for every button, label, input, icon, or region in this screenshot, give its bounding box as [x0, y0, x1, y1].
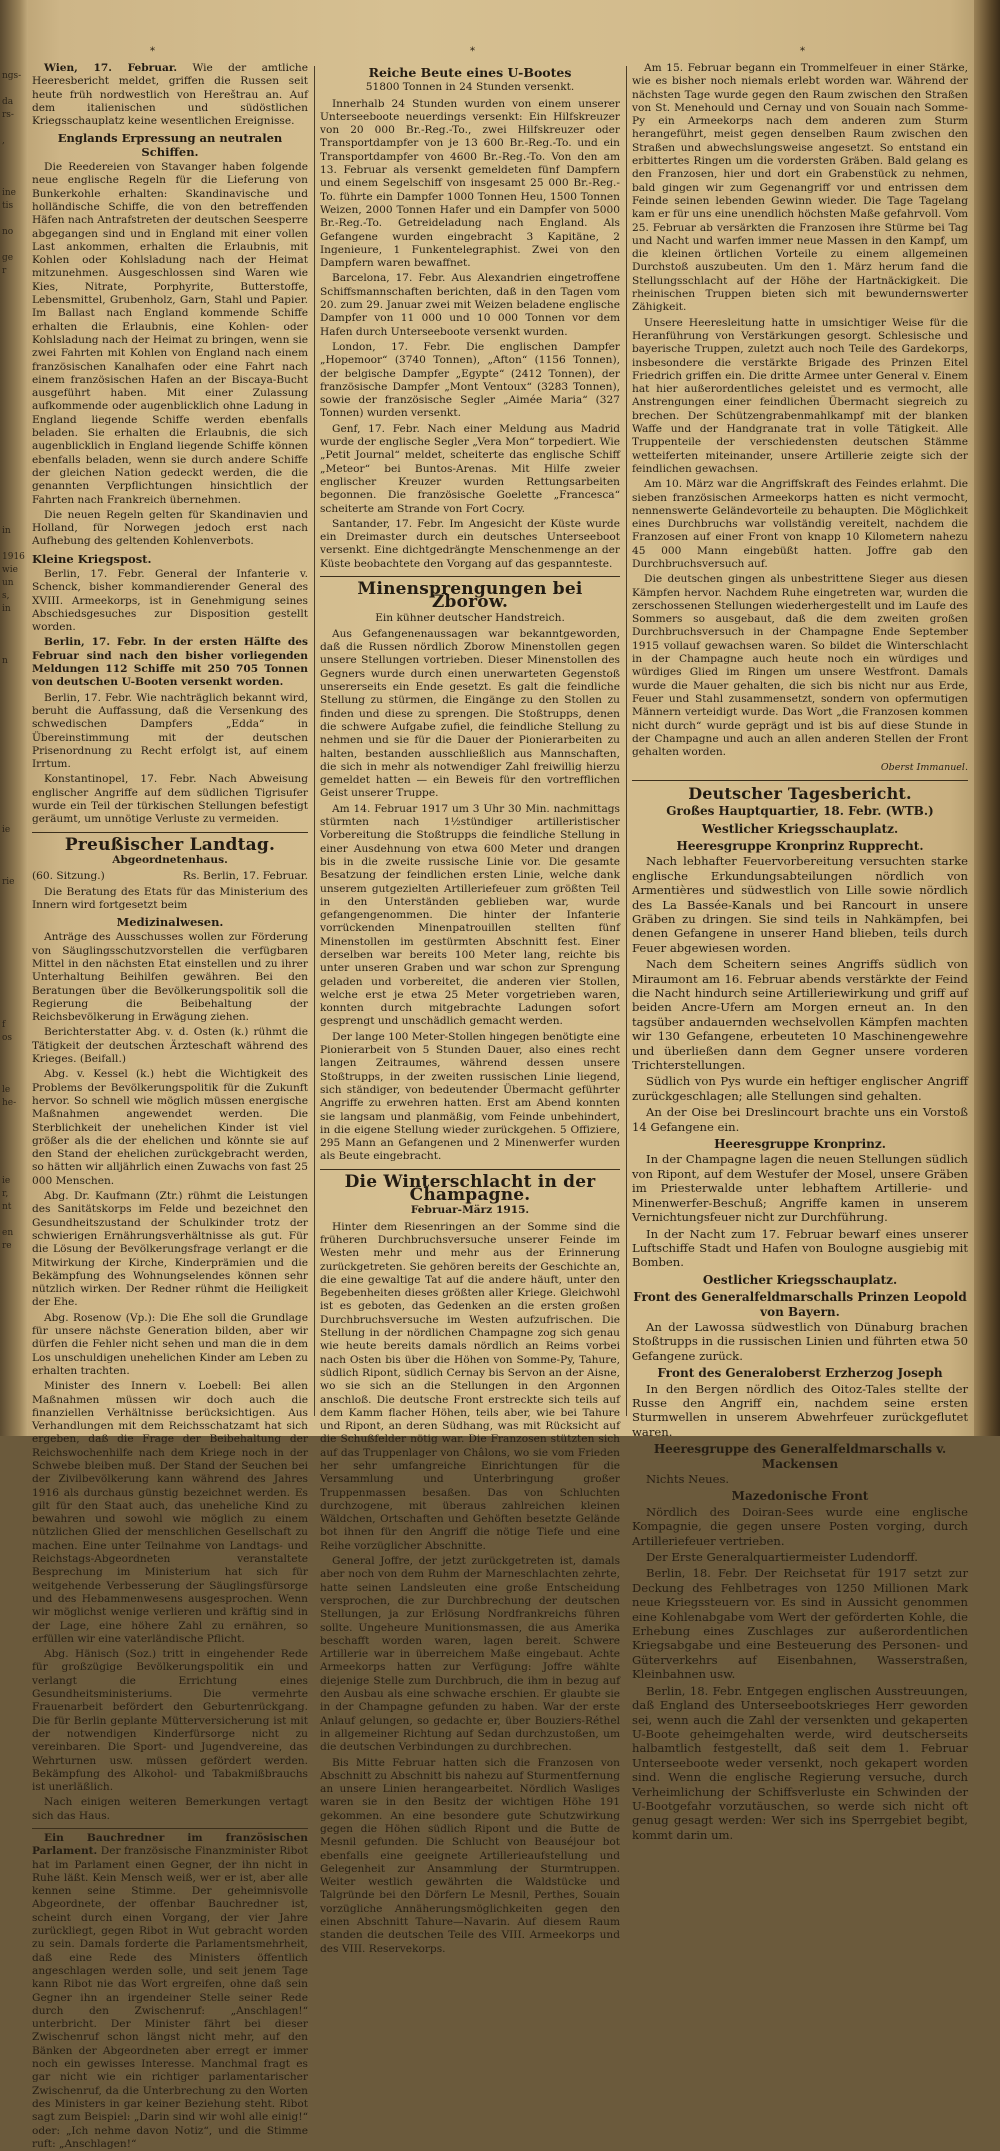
divider-4: [320, 1169, 620, 1170]
star-mark-mid: *: [470, 46, 475, 57]
landtag-para-8: Abg. Hänisch (Soz.) tritt in eingehender Rede für großzügige Bevölkerungspolitik ein und verlangt die Errichtung eines Gesundheitsministeriums. Die vermehrte Frauenarbeit befördert den Geburtenrückgang. Die für Berlin geplante Mütterversicherung ist mit der notwendigen Kinderfürsorge nicht zu vereinbaren. Die Sport- und Jugendvereine, das Wehrturnen usw. müssen gefördert werden. Bekämpfung des Alkohol- und Tabakmißbrauchs ist unerläßlich.: [32, 1648, 308, 1794]
bauchredner-text: Der französische Finanzminister Ribot hat im Parlament einen Gegner, der ihn nicht in Ruhe läßt. Kein Mensch weiß, wer er ist, aber alle kennen seine Stimme. Der geheimnisvolle Abgeordnete, der offenbar Bauchredner ist, scheint durch einen Vorgang, der vier Jahre zurückliegt, gegen Ribot in Wut gebracht worden zu sein. Damals forderte die Parlamentsmehrheit, daß eine Rede des Ministers öffentlich angeschlagen werden solle, und seit jenem Tage kann Ribot nie das Wort ergreifen, ohne daß sein Gegner ihn an irgendeiner Stelle seiner Rede durch den Zwischenruf: „Anschlagen!“ unterbricht. Der Minister fährt bei dieser Zwischenruf schon längst nicht mehr, auf den Bänken der Abgeordneten aber erregt er immer noch ein gewisses Interesse. Manchmal fragt es gar nicht wie ein richtiger parlamentarischer Zwischenruf, da die Unterbrechung zu den Worten des Ministers in gar keiner Beziehung steht. Ribot sagt zum Beispiel: „Darin sind wir wohl alle einig!“ oder: „Ich nehme davon Notiz“, und die Stimme ruft: „Anschlagen!“: [32, 1845, 308, 2150]
england-headline: Englands Erpressung an neutralen Schiffen.: [57, 131, 283, 159]
mazedonische-front: Mazedonische Front: [731, 1489, 869, 1504]
front-joseph: Front des Generaloberst Erzherzog Joseph: [657, 1366, 943, 1381]
landtag-para-4: Abg. v. Kessel (k.) hebt die Wichtigkeit des Problems der Bevölkerungspolitik für die Zukunft hervor. So schnell wie möglich müssen energische Maßnahmen angewendet werden. Die Sterblichkeit der unehelichen Kinder ist viel größer als die der ehelichen und könnte sie auf den Stand der ehelichen zurückgebracht werden, so hätten wir alljährlich einen Zuwachs von fast 25 000 Menschen.: [32, 1068, 308, 1187]
winter-para-1: Hinter dem Riesenringen an der Somme sind die früheren Durchbruchsversuche unserer Feinde im Westen mehr und mehr aus der Erinnerung zurückgetreten. Sie gehören bereits der Geschichte an, die eine gewaltige Tat auf die andere häuft, unter den Begebenheiten dieses größten aller Kriege. Gleichwohl ist es geboten, das Gedenken an die ersten großen Durchbruchsversuche im Westen aufzufrischen. Die Stellung in der nördlichen Champagne zog sich genau wie heute bereits damals nördlich an Reims vorbei nach Osten bis über die Höhen von Somme-Py, Tahure, südlich Ripont, südlich Cernay bis Servon an der Aisne, wo sie sich an die Stellungen in den Argonnen anschloß. Die deutsche Front erstreckte sich teils auf dem Kamm flacher Höhen, teils aber, wie bei Tahure und Ripont, an deren Südhang, was mit Rücksicht auf die Schußfelder nötig war. Die Franzosen stützten sich auf das Truppenlager von Châlons, wo sie vom Frieden her sehr umfangreiche Einrichtungen für die Versammlung und Unterbringung großer Truppenmassen besaßen. Das von Schluchten durchzogene, mit überaus zahlreichen kleinen Wäldchen, Ortschaften und Gehöften besetzte Gelände bot ihnen für den Angriff die nötige Tiefe und eine Reihe vorzüglicher Abschnitte.: [320, 1220, 620, 1552]
tagesbericht-para-2: Nach dem Scheitern seines Angriffs südlich von Miraumont am 16. Februar abends verstärkte der Feind die Nacht hindurch seine Artilleriewirkung und griff auf beiden Ancre-Ufern am Morgen erneut an. In den tagsüber andauernden wechselvollen Kämpfen machten wir 130 Gefangene, erbeuteten 10 Maschinengewehre und überließen dann dem Gegner unsere vorderen Trichterstellungen.: [632, 957, 968, 1073]
minen-para-3: Der lange 100 Meter-Stollen hingegen benötigte eine Pionierarbeit von 5 Stunden Dauer, also eines recht langen Zeitraumes, während dessen unsere Stoßtrupps, in der zweiten russischen Linie liegend, sich ständiger, von bedeutender Übermacht geführter Angriffe zu erwehren hatten. Erst am Abend konnten sie langsam und planmäßig, vom Feinde unbehindert, in die eigene Stellung wieder zurückgehen. 5 Offiziere, 295 Mann an Gefangenen und 2 Minenwerfer wurden als Beute eingebracht.: [320, 1030, 620, 1163]
kleine-item-1: Berlin, 17. Febr. General der Infanterie v. Schenck, bisher kommandierender General des XVIII. Armeekorps, ist in Genehmigung seines Abschiedsgesuches zur Disposition gestellt worden.: [32, 567, 308, 634]
winter-para-2: General Joffre, der jetzt zurückgetreten ist, damals aber noch von dem Ruhm der Marneschlachten zehrte, hatte seinen Landsleuten eine große Entscheidung versprochen, die zur Durchbrechung der deutschen Stellungen, ja zur Erlösung Nordfrankreichs führen sollte. Ungeheure Munitionsmassen, die aus Amerika beschafft worden waren, lagen bereit. Schwere Artillerie war in überreichem Maße eingebaut. Achte Armeekorps hatten zur Verfügung: Joffre wählte diejenige Stelle zum Durchbruch, die ihm in bezug auf den Ausbau als eine schwache erschien. Er glaubte sie in der Champagne gefunden zu haben. War der erste Anlauf gelungen, so gedachte er, über Bouziers-Réthel in allgemeiner Richtung auf Sedan durchzustoßen, um die deutschen Verbindungen zu durchbrechen.: [320, 1555, 620, 1754]
left-binding-edge: [0, 0, 28, 1436]
beute-para-1: Innerhalb 24 Stunden wurden von einem unserer Unterseeboote neuerdings versenkt: Ein Hilfskreuzer von 20 000 Br.-Reg.-To., zwei Hilfskreuzer oder Transportdampfer von je 13 600 Br.-Reg.-To. und ein Transportdampfer von 4600 Br.-Reg.-To. Von den am 13. Februar als versenkt gemeldeten fünf Dampfern und einem Segelschiff von insgesamt 25 000 Br.-Reg.-To. führte ein Dampfer 1000 Tonnen Heu, 1500 Tonnen Weizen, 2000 Tonnen Hafer und ein Dampfer von 5000 Br.-Reg.-To. Getreideladung nach England. Als Gefangene wurden eingebracht 3 Kapitäne, 2 Ingenieure, 1 Funkentelegraphist. Zwei von den Dampfern waren bewaffnet.: [320, 97, 620, 270]
bauchredner-paragraph: [32, 1832, 308, 2151]
winterschlacht-headline: Die Winterschlacht in der Champagne.: [344, 1171, 596, 1206]
column-left: [32, 62, 308, 2150]
heeresgruppe-rupprecht: Heeresgruppe Kronprinz Rupprecht.: [676, 838, 924, 853]
heeresgruppe-mackensen: Heeresgruppe des Generalfeldmarschalls v. Mackensen: [653, 1442, 947, 1471]
kleine-item-2: Berlin, 17. Febr. In der ersten Hälfte des Februar sind nach den bisher vorliegenden Meldungen 112 Schiffe mit 250 705 Tonnen von deutschen U-Booten versenkt worden.: [32, 636, 308, 689]
star-mark-left: *: [150, 46, 155, 57]
bauchredner-headline: Ein Bauchredner im französischen Parlament.: [32, 1832, 308, 1858]
divider-3: [320, 576, 620, 577]
tagesbericht-para-6: In der Nacht zum 17. Februar bewarf eines unserer Luftschiffe Stadt und Hafen von Boulogne ausgiebig mit Bomben.: [632, 1226, 968, 1270]
front-leopold: Front des Generalfeldmarschalls Prinzen Leopold von Bayern.: [633, 1290, 967, 1319]
landtag-para-6: Abg. Rosenow (Vp.): Die Ehe soll die Grundlage für unsere nächste Generation bilden, aber wir dürfen die Fehler nicht sehen und man die in dem Los unschuldigen unehelichen Kinder am Leben zu erhalten trachten.: [32, 1311, 308, 1377]
minen-headline: Minensprengungen bei Zborow.: [357, 578, 583, 613]
tagesbericht-para-5: In der Champagne lagen die neuen Stellungen südlich von Ripont, auf dem Westufer der Mosel, unsere Gräben im Priesterwalde unter lebhaftem Artillerie- und Minenwerfer-Beschuß; Angriffe kamen in unserem Vernichtungsfeuer nicht zur Durchführung.: [632, 1152, 968, 1225]
minen-para-1: Aus Gefangenenaussagen war bekanntgeworden, daß die Russen nördlich Zborow Minenstollen gegen unsere Stellungen vortrieben. Dieser Minenstollen des Gegners wurde durch einen unerwarteten Gegenstoß unsererseits ein Ende gesetzt. Es galt die feindliche Stellung zu stürmen, die Eingänge zu den Stollen zu finden und diese zu sprengen. Die Stoßtrupps, denen die schwere Aufgabe zufiel, die feindliche Stellung zu nehmen und sie für die Dauer der Pionierarbeiten zu halten, bestanden ausschließlich aus Mannschaften, die sich in mehr als notwendiger Zahl freiwillig hierzu gemeldet hatten — ein Beweis für den vortrefflichen Geist unserer Truppe.: [320, 627, 620, 800]
wien-text: Wie der amtliche Heeresbericht meldet, griffen die Russen seit heute früh nordwestlich von Hereštrau an. Auf dem italienischen und südöstlichen Kriegsschauplatz keine wesentlichen Ereignisse.: [32, 62, 308, 128]
landtag-para-9: Nach einigen weiteren Bemerkungen vertagt sich das Haus.: [32, 1796, 308, 1822]
tagesbericht-headline: Deutscher Tagesbericht.: [688, 783, 912, 803]
tagesbericht-para-9: Nichts Neues.: [646, 1472, 730, 1487]
england-text: Die Reedereien von Stavanger haben folgende neue englische Regeln für die Lieferung von Bunkerkohle erhalten: Skandinavische und holländische Schiffe, die von den betreffenden Häfen nach Antrafstreten der deutschen Seesperre abgegangen sind und in England mit einer vollen Last ankommen, erhalten die Erlaubnis, mit Kohlen oder Kohlsladung nach der Heimat mitzunehmen. Ausgeschlossen sind Waren wie Kies, Nitrate, Porphyrite, Butterstoffe, Lebensmittel, Grubenholz, Garn, Stahl und Papier. Im Ballast nach England kommende Schiffe erhalten die Erlaubnis, eine Kohlen- oder Kohlsladung nach der Heimat zu bringen, wenn sie zwei Fahrten mit Kohlen von England nach einem französischen Kanalhafen oder eine Fahrt nach einem französischen Hafen an der Biscaya-Bucht ausgeführt haben. Mit einer Zulassung aufkommende oder augenblicklich ohne Ladung in England liegende Schiffe werden ebenfalls beladen. Sie erhalten die Erlaubnis, die sich augenblicklich in England liegende Schiffe können ebenfalls beladen, wenn sie durch andere Schiffe der gleichen Nation gedeckt werden, die die genannten Verpflichtungen hinsichtlich der Fahrten nach Frankreich übernehmen.: [32, 161, 308, 506]
landtag-headline: Preußischer Landtag.: [64, 834, 276, 855]
beute-para-5: Santander, 17. Febr. Im Angesicht der Küste wurde ein Dreimaster durch ein deutsches Unterseeboot versenkt. Eine dichtgedrängte Menschenmenge an der Küste beobachtete den Vorgang auf das gespannteste.: [320, 517, 620, 570]
divider-5: [632, 780, 968, 781]
column-right: [632, 62, 968, 1842]
medizinalwesen-heading: Medizinalwesen.: [116, 915, 224, 930]
winter-para-7: Die deutschen gingen als unbestrittene Sieger aus diesen Kämpfen hervor. Nachdem Ruhe eingetreten war, wurden die zerschossenen Stellungen wiederhergestellt und im Laufe des Sommers so ausgebaut, daß die dem zweiten großen Durchbruchsversuch in der Champagne Ende September 1915 vollauf gewachsen waren. So bildet die Winterschlacht in der Champagne auch heute noch ein würdiges und würdiges Glied im Ringen um unsere Westfront. Damals wurde die Mauer gehalten, die sich bis nicht nur aus Erde, Feuer und Stahl zusammensetzt, sondern von opfermutigen Männern verteidigt wurde. Das Wort „die Franzosen kommen nicht durch“ wurde geprägt und ist bis auf diese Stunde in der Champagne und auch an allen anderen Stellen der Front gehalten worden.: [632, 573, 968, 759]
landtag-subheadline: Abgeordnetenhaus.: [112, 853, 228, 866]
column-middle: [320, 62, 620, 1955]
tagesbericht-hq-line: Großes Hauptquartier, 18. Febr. (WTB.): [666, 804, 934, 819]
landtag-para-2: Anträge des Ausschusses wollen zur Förderung von Säuglingsschutzvorstellen die verfügbaren Mittel in den nächsten Etat einstellen und zu ihrer Unterhaltung Beihilfen gewähren. Bei den Beratungen über die Bevölkerungspolitik soll die Regierung die Beibehaltung der Reichsbevölkerung in Erwägung ziehen.: [32, 931, 308, 1024]
wien-paragraph: [32, 62, 308, 128]
beute-para-3: London, 17. Febr. Die englischen Dampfer „Hopemoor“ (3740 Tonnen), „Afton“ (1156 Tonnen), der belgische Dampfer „Egypte“ (2412 Tonnen), der französische Dampfer „Mont Ventoux“ (3283 Tonnen), sowie der französische Segler „Aimée Maria“ (327 Tonnen) wurden versenkt.: [320, 340, 620, 420]
winter-para-6: Am 10. März war die Angriffskraft des Feindes erlahmt. Die sieben französischen Armeekorps hatten es nicht vermocht, nennenswerte Geländevorteile zu behaupten. Die Möglichkeit eines Durchbruchs war vollständig vereitelt, nachdem die Franzosen auf einer Front von knapp 10 Kilometern nahezu 45 000 Mann eingebüßt hatten. Joffre gab den Durchbruchsversuch auf.: [632, 478, 968, 570]
landtag-para-1: Die Beratung des Etats für das Ministerium des Innern wird fortgesetzt beim: [32, 885, 308, 911]
tagesbericht-para-12: Berlin, 18. Febr. Der Reichsetat für 1917 setzt zur Deckung des Fehlbetrages von 1250 Millionen Mark neue Kriegssteuern vor. Es sind in Aussicht genommen eine Kohlenabgabe vom Wert der geförderten Kohle, die Erhebung eines Zuschlages zur außerordentlichen Kriegsabgabe und eine Besteuerung des Personen- und Güterverkehrs auf Eisenbahnen, Wasserstraßen, Kleinbahnen usw.: [632, 1566, 968, 1682]
oestlicher-kriegsschauplatz: Oestlicher Kriegsschauplatz.: [702, 1272, 898, 1287]
beute-para-2: Barcelona, 17. Febr. Aus Alexandrien eingetroffene Schiffsmannschaften berichten, daß in den Tagen vom 20. zum 29. Januar zwei mit Weizen beladene englische Dampfer von 11 000 und 10 000 Tonnen vor dem Hafen durch Unterseeboote versenkt wurden.: [320, 272, 620, 338]
divider-2: [32, 1828, 308, 1829]
divider: [32, 832, 308, 833]
tagesbericht: [632, 783, 968, 1842]
column-rule-1: [314, 66, 315, 1416]
beute-subheadline: 51800 Tonnen in 24 Stunden versenkt.: [365, 81, 575, 94]
kleine-kriegspost-headline: Kleine Kriegspost.: [32, 551, 152, 566]
beute-headline: Reiche Beute eines U-Bootes: [368, 65, 572, 80]
kleine-item-3: Berlin, 17. Febr. Wie nachträglich bekannt wird, beruht die Auffassung, daß die Versenkung des schwedischen Dampfers „Edda“ in Übereinstimmung mit der deutschen Prisenordnung zu Recht erfolgt ist, auf einem Irrtum.: [32, 691, 308, 771]
tagesbericht-para-8: In den Bergen nördlich des Oitoz-Tales stellte der Russe den Angriff ein, nachdem seine ersten Sturmwellen in unserem Abwehrfeuer zurückgeflutet waren.: [632, 1381, 968, 1439]
winterschlacht-subheadline: Februar-März 1915.: [410, 1204, 530, 1217]
star-mark-right: *: [800, 46, 805, 57]
england-text-2: Die neuen Regeln gelten für Skandinavien und Holland, für Norwegen jedoch erst nach Aufhebung des geltenden Kohlenverbots.: [32, 508, 308, 548]
westlicher-kriegsschauplatz: Westlicher Kriegsschauplatz.: [701, 821, 899, 836]
tagesbericht-para-10: Nördlich des Doiran-Sees wurde eine englische Kompagnie, die gegen unsere Posten vorging, durch Artilleriefeuer vertrieben.: [632, 1504, 968, 1548]
minen-para-2: Am 14. Februar 1917 um 3 Uhr 30 Min. nachmittags stürmten nach 1½stündiger artilleristischer Vorbereitung die Stoßtrupps die feindliche Stellung in einer Ausdehnung von etwa 600 Meter und drangen bis in die zweite russische Linie vor. Die gesamte Besatzung der feindlichen ersten Linie, welche dank unserem gutgezielten Artilleriefeuer zum größten Teil in den Unterständen geblieben war, wurde gefangengenommen. Die hinter der Infanterie vorrückenden Minenpatrouillen stellten fünf Minenstollen im gestürmten Abschnitt fest. Einer derselben war bereits 100 Meter lang, reichte bis unter unseren Graben und war schon zur Sprengung geladen und vorbereitet, die anderen vier Stollen, welche erst je etwa 25 Meter vorgetrieben waren, konnten durch mitgebrachte Ladungen sofort gesprengt und unschädlich gemacht werden.: [320, 802, 620, 1028]
tagesbericht-para-7: An der Lawossa südwestlich von Dünaburg brachen Stoßtrupps in die russischen Linien und führten etwa 50 Gefangene zurück.: [632, 1319, 968, 1363]
tagesbericht-signature: Der Erste Generalquartiermeister Ludendorff.: [646, 1550, 918, 1565]
tagesbericht-para-13: Berlin, 18. Febr. Entgegen englischen Ausstreuungen, daß England des Unterseebootskrieges Herr geworden sei, wenn auch die Zahl der versenkten und gekaperten U-Boote geheimgehalten werde, wird deutscherseits halbamtlich festgestellt, daß seit dem 1. Februar Unterseeboote weder versenkt, noch gekapert worden sind. Wenn die englische Regierung versuche, durch Verheimlichung der Schiffsverluste ein Schwinden der U-Bootgefahr vorzutäuschen, so werde sich nicht oft genug gesagt werden: Wer sich ins Sperrgebiet begibt, kommt darin um.: [632, 1683, 968, 1842]
wien-lead: Wien, 17. Februar.: [44, 62, 178, 74]
landtag-para-7: Minister des Innern v. Loebell: Bei allen Maßnahmen müssen wir doch auch die finanziellen Verhältnisse berücksichtigen. Aus Verhandlungen mit dem Reichsschatzamt hat sich ergeben, daß die Frage der Beibehaltung der Reichswochenhilfe nach dem Kriege noch in der Schwebe bleiben muß. Der Stand der Seuchen bei der Zivilbevölkerung kann während des Jahres 1916 als durchaus günstig bezeichnet werden. Es gilt für den Staat auch, das uneheliche Kind zu bewahren und sowohl wie möglich zu einem nützlichen Glied der menschlichen Gesellschaft zu machen. Eine unter Teilnahme von Landtags- und Reichstags-Abgeordneten veranstaltete Besprechung im Ministerium hat sich für weitgehende Verbesserung der Säuglingsfürsorge und des Hebammenwesens ausgesprochen. Wenn wir möglichst wenige verlieren und kräftig sind in der Lage, eine höhere Zahl zu ernähren, so erfüllen wir eine vaterländische Pflicht.: [32, 1380, 308, 1645]
sitzung-line: [32, 870, 308, 883]
column-rule-2: [626, 66, 627, 1416]
landtag-para-5: Abg. Dr. Kaufmann (Ztr.) rühmt die Leistungen des Sanitätskorps im Felde und bezeichnet den Gesundheitszustand der Schulkinder trotz der schwierigen Ernährungsverhältnisse als gut. Für die Lösung der Bevölkerungsfrage verlangt er die Mitwirkung der Kirche, Kinderprämien und die Bekämpfung des Wohnungselendes können sehr nützlich wirken. Der Redner rühmt die Heiligkeit der Ehe.: [32, 1190, 308, 1309]
kleine-item-4: Konstantinopel, 17. Febr. Nach Abweisung englischer Angriffe auf dem südlichen Tigrisufer wurde ein Teil der türkischen Stellungen befestigt geräumt, um unnötige Verluste zu vermeiden.: [32, 773, 308, 826]
winter-para-4: Am 15. Februar begann ein Trommelfeuer in einer Stärke, wie es bisher noch niemals erlebt worden war. Während der nächsten Tage wurde gegen den Raum zwischen den Straßen von St. Menehould und Cernay und von Souain nach Somme-Py ein Armeekorps nach dem anderen zum Sturm herangeführt, meist gegen denselben Raum zwischen den Straßen und abwechslungsweise angesetzt. So entstand ein erbittertes Ringen um die vordersten Gräben. Bald gelang es den Franzosen, hier und dort ein Grabenstück zu nehmen, bald gingen wir zum Gegenangriff vor und entrissen dem Feinde seinen lebenden Gewinn wieder. Die Tage Tagelang kam er für uns eine unendlich höchsten Maße gefahrvoll. Vom 25. Februar ab versärkten die Franzosen ihre Stürme bei Tag und Nacht und warfen immer neue Massen in den Kampf, um die kleinen örtlichen Vorteile zu einem allgemeinen Durchstoß auszubeuten. Um den 1. März herum fand die Stellungsschlacht auf der Höhe der Hartnäckigkeit. Die rheinischen Truppen bieten sich mit bewundernswerter Zähigkeit.: [632, 62, 968, 314]
sitzung-place: Rs. Berlin, 17. Februar.: [182, 870, 308, 883]
tagesbericht-para-3: Südlich von Pys wurde ein heftiger englischer Angriff zurückgeschlagen; alle Stellungen sind gehalten.: [632, 1074, 968, 1103]
minen-subheadline: Ein kühner deutscher Handstreich.: [375, 611, 565, 624]
winter-para-5: Unsere Heeresleitung hatte in umsichtiger Weise für die Heranführung von Verstärkungen gesorgt. Schlesische und bayerische Truppen, zuletzt auch noch Teile des Gardekorps, insbesondere die verstärkte Brigade des Prinzen Eitel Friedrich griffen ein. Die dritte Armee unter General v. Einem hat hier außerordentliches geleistet und es vermocht, alle Anstrengungen einer feindlichen Übermacht siegreich zu brechen. Der Schützengrabenmahlkampf mit der blanken Waffe und der Handgranate trat in volle Tätigkeit. Alle Truppenteile der verschiedensten deutschen Stämme wetteiferten miteinander, unsere Artillerie zeigte sich der feindlichen gewachsen.: [632, 316, 968, 475]
tagesbericht-para-4: An der Oise bei Dreslincourt brachte uns ein Vorstoß 14 Gefangene ein.: [632, 1105, 968, 1134]
winter-para-3: Bis Mitte Februar hatten sich die Franzosen von Abschnitt zu Abschnitt bis nahezu auf Sturmentfernung an unsere Linien herangearbeitet. Nördlich Wasliges waren sie in den Besitz der wichtigen Höhe 191 gekommen. An eine besondere gute Schutzwirkung gegen die Höhen südlich Ripont und die Butte de Mesnil gefunden. Die Schlucht von Beauséjour bot ebenfalls eine geeignete Artillerieaufstellung und Gelegenheit zur Ansammlung der Sturmtruppen. Weiter westlich gewährten die Waldstücke und Talgründe bei den Dörfern Le Mesnil, Perthes, Souain vorzügliche Annäherungsmöglichkeiten gegen den einen Abschnitt Tahure—Navarin. Auf diesem Raum standen die deutschen Teile des VIII. Armeekorps und des VIII. Reservekorps.: [320, 1756, 620, 1955]
author-signature: Oberst Immanuel.: [880, 762, 968, 774]
tagesbericht-para-1: Nach lebhafter Feuervorbereitung versuchten starke englische Erkundungsabteilungen nördlich von Armentières und südwestlich von Lille sowie nördlich des La Bassée-Kanals und bei Rancourt in unsere Gräben zu dringen. Sie sind teils in Nahkämpfen, bei denen Gefangene in unserer Hand blieben, teils durch Feuer abgewiesen worden.: [632, 854, 968, 955]
landtag-para-3: Berichterstatter Abg. v. d. Osten (k.) rühmt die Tätigkeit der deutschen Ärzteschaft während des Krieges. (Beifall.): [32, 1026, 308, 1066]
sitzung-number: (60. Sitzung.): [32, 870, 105, 883]
heeresgruppe-kronprinz: Heeresgruppe Kronprinz.: [714, 1137, 886, 1152]
left-edge-fragments: ngs- da rs- , ine tis no ge r in 1916 wie un s, in n ie rie f os le he- ie r, nt en re: [2, 71, 25, 1251]
beute-para-4: Genf, 17. Febr. Nach einer Meldung aus Madrid wurde der englische Segler „Vera Mon“ torpediert. Wie „Petit Journal“ meldet, scheiterte das englische Schiff „Meteor“ bei Buntos-Arenas. Mit Hilfe zweier englischer Kreuzer wurden Rettungsarbeiten begonnen. Die französische Goelette „Francesca“ scheiterte am Strande von Fort Cocry.: [320, 422, 620, 515]
right-binding-edge: [974, 0, 1000, 1436]
